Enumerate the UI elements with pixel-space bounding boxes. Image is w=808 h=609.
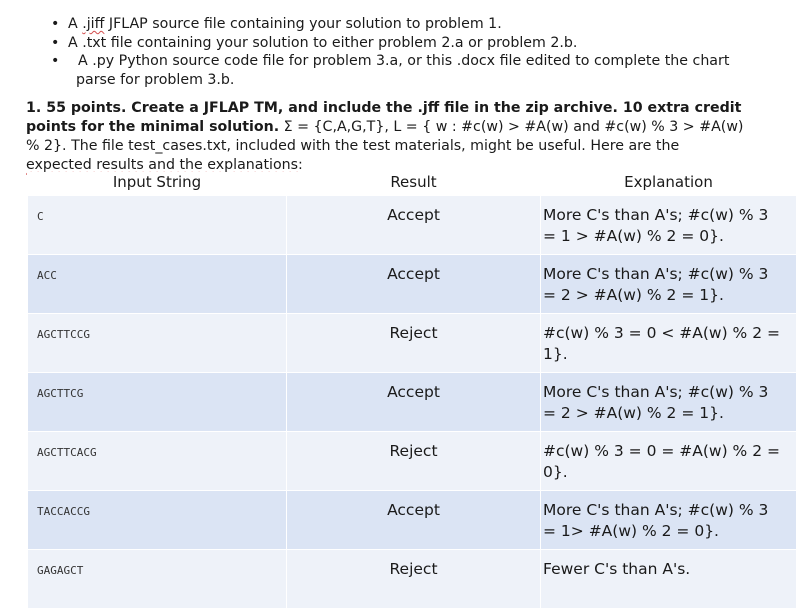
bullet-txt: • A .txt file containing your solution to either problem 2.a or problem 2.b. [51, 34, 578, 51]
bullet-dot: • [51, 16, 60, 32]
input-cell: TACCACCG [28, 491, 287, 550]
problem-line-1: 1. 55 points. Create a JFLAP TM, and include the .jff file in the zip archive. 10 extra credit [26, 100, 742, 116]
table-row [28, 314, 797, 373]
input-cell: AGCTTCCG [28, 314, 287, 373]
header-explanation: Explanation [541, 173, 797, 196]
header-input-string: Input String [28, 173, 287, 196]
bullet-jff: • A .jiff JFLAP source file containing your solution to problem 1. [51, 16, 502, 32]
bullet-dot: • [51, 53, 60, 69]
explanation-cell: More C's than A's; #c(w) % 3 = 1> #A(w) % 2 = 0}. [541, 491, 797, 550]
result-cell: Reject [287, 314, 541, 373]
input-cell: AGCTTCG [28, 373, 287, 432]
table-row [28, 255, 797, 314]
explanation-cell: More C's than A's; #c(w) % 3 = 1 > #A(w) % 2 = 0}. [541, 196, 797, 255]
explanation-cell: #c(w) % 3 = 0 < #A(w) % 2 = 1}. [541, 314, 797, 373]
bullet-py: • A .py Python source code file for problem 3.a, or this .docx file edited to complete the chart parse for problem 3.b. [51, 53, 730, 88]
input-cell: GAGAGCT [28, 550, 287, 609]
input-cell: AGCTTCACG [28, 432, 287, 491]
results-table [27, 172, 797, 609]
problem-line-4: expected results and the explanations: [26, 157, 303, 173]
result-cell: Accept [287, 491, 541, 550]
result-cell: Reject [287, 550, 541, 609]
table-row [28, 196, 797, 255]
table-row [28, 550, 797, 609]
result-cell: Reject [287, 432, 541, 491]
result-cell: Accept [287, 373, 541, 432]
input-cell: ACC [28, 255, 287, 314]
bullet-dot: • [51, 34, 60, 51]
result-cell: Accept [287, 196, 541, 255]
table-row [28, 373, 797, 432]
problem-line-3: % 2}. The file test_cases.txt, included with the test materials, might be useful. Here are the [26, 138, 680, 154]
problem-statement [26, 99, 796, 175]
explanation-cell: #c(w) % 3 = 0 = #A(w) % 2 = 0}. [541, 432, 797, 491]
explanation-cell: More C's than A's; #c(w) % 3 = 2 > #A(w) % 2 = 1}. [541, 255, 797, 314]
table-header-row [28, 173, 797, 196]
header-result: Result [287, 173, 541, 196]
explanation-cell: More C's than A's; #c(w) % 3 = 2 > #A(w) % 2 = 1}. [541, 373, 797, 432]
deliverables-list [0, 15, 808, 89]
problem-line-2: points for the minimal solution. Σ = {C,A,G,T}, L = { w : #c(w) > #A(w) and #c(w) % 3 > #A(w) [26, 119, 744, 135]
table-row [28, 491, 797, 550]
explanation-cell: Fewer C's than A's. [541, 550, 797, 609]
table-row [28, 432, 797, 491]
result-cell: Accept [287, 255, 541, 314]
input-cell: C [28, 196, 287, 255]
